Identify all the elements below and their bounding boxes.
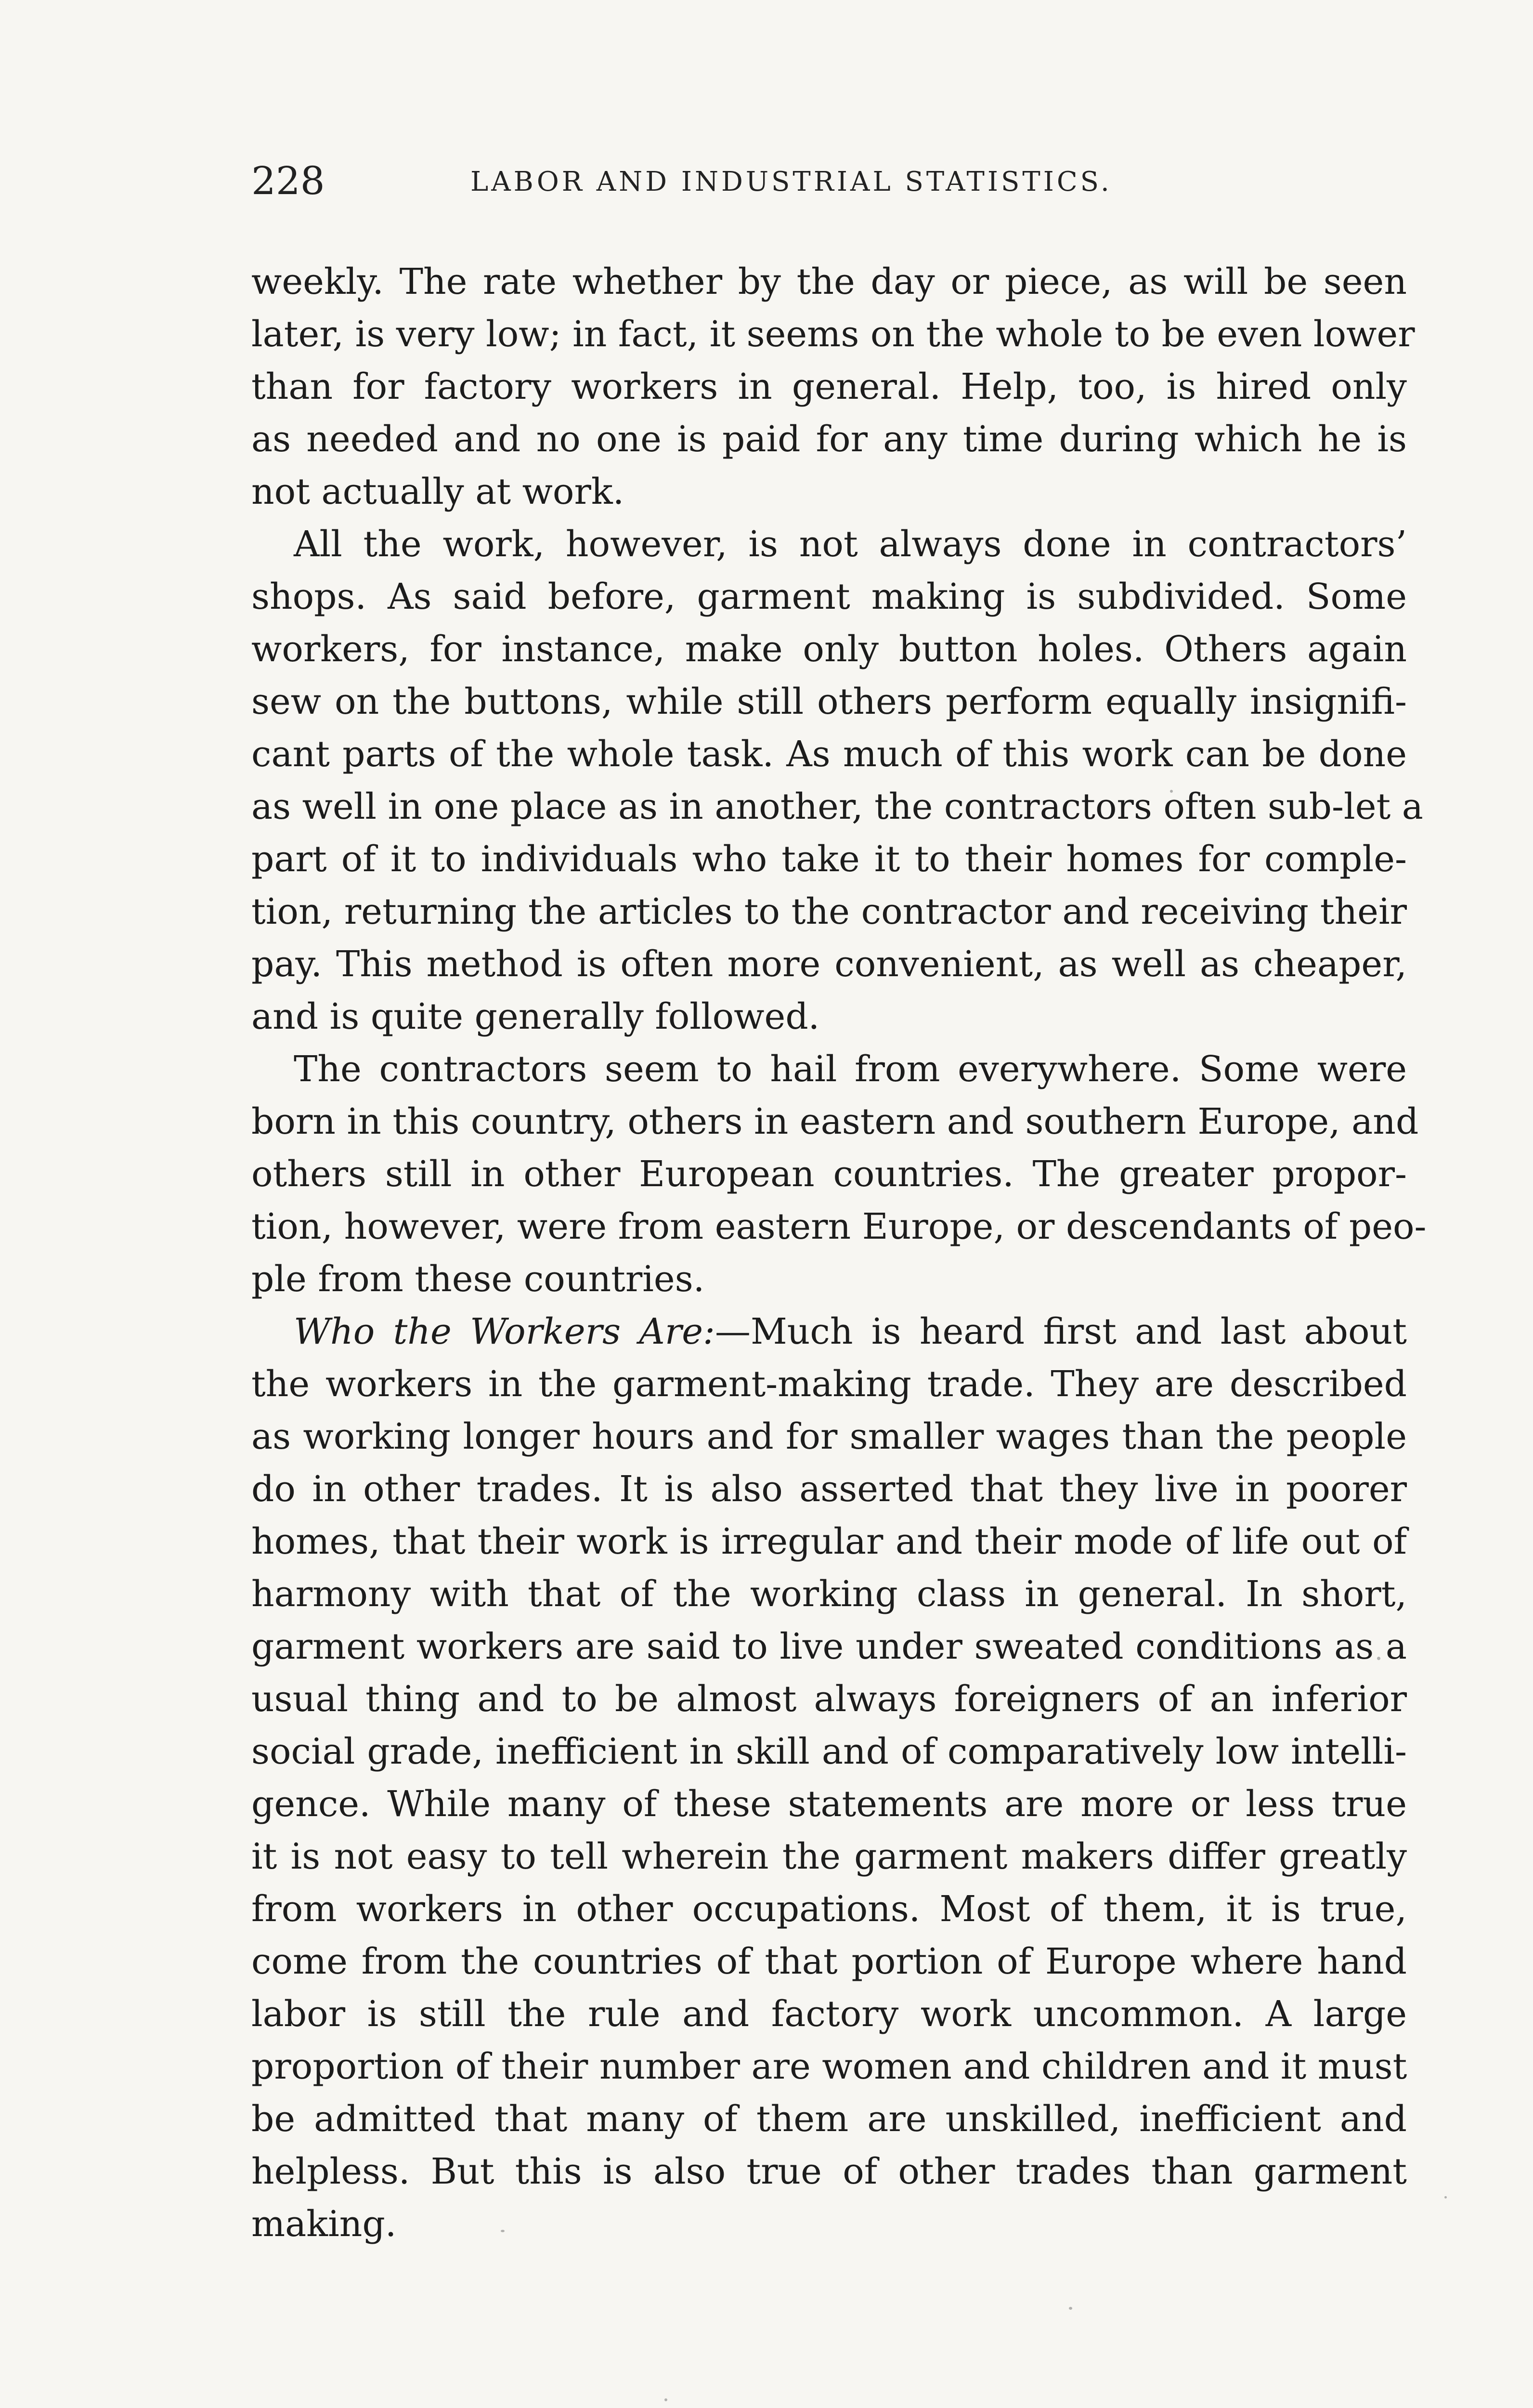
text-line: tion, returning the articles to the contractor and receiving their [251,891,1407,932]
text-line: homes, that their work is irregular and their mode of life out of [251,1521,1407,1562]
text-line: shops. As said before, garment making is subdivided. Some [251,576,1407,617]
text-line: weekly. The rate whether by the day or piece, as will be seen [251,261,1407,302]
text-line: usual thing and to be almost always foreigners of an inferior [251,1678,1407,1720]
text-line: come from the countries of that portion of Europe where hand [251,1941,1407,1982]
text-line: labor is still the rule and factory work uncommon. A large [251,1993,1407,2035]
text-line [294,1305,1407,1358]
text-line: cant parts of the whole task. As much of this work can be done [251,733,1407,775]
text-line: others still in other European countries. The greater propor- [251,1153,1407,1195]
page-header [251,153,1407,211]
text-line: ple from these countries. [251,1258,705,1300]
page-number: 228 [251,158,325,203]
running-title: LABOR AND INDUSTRIAL STATISTICS. [470,166,1112,197]
text-line: harmony with that of the working class in general. In short, [251,1573,1407,1615]
text-line: the workers in the garment-making trade. They are described [251,1363,1407,1405]
text-line: gence. While many of these statements are more or less true [251,1783,1407,1825]
text-line: later, is very low; in fact, it seems on the whole to be even lower [251,314,1415,355]
text-line: All the work, however, is not always done in contractors’ [294,523,1407,565]
text-line: as well in one place as in another, the contractors often sub-let a [251,786,1423,827]
text-line: do in other trades. It is also asserted that they live in poorer [251,1468,1407,1510]
text-line: part of it to individuals who take it to their homes for comple- [251,838,1407,880]
text-line: sew on the buttons, while still others perform equally insignifi- [251,681,1407,722]
text-line: social grade, inefficient in skill and of comparatively low intelli- [251,1731,1407,1772]
text-line: it is not easy to tell wherein the garment makers differ greatly [251,1836,1407,1877]
text-line: as needed and no one is paid for any time during which he is [251,419,1407,460]
text-line: and is quite generally followed. [251,996,820,1037]
text-line: as working longer hours and for smaller wages than the people [251,1416,1407,1457]
text-line: The contractors seem to hail from everywhere. Some were [294,1048,1407,1090]
text-line: born in this country, others in eastern and southern Europe, and [251,1101,1419,1142]
scan-speck [1444,2196,1447,2199]
text-line: helpless. But this is also true of other trades than garment [251,2151,1407,2192]
text-line: making. [251,2203,397,2245]
text-line: not actually at work. [251,471,624,512]
text-line: pay. This method is often more convenient, as well as cheaper, [251,943,1407,985]
text-line: workers, for instance, make only button holes. Others again [251,628,1407,670]
section-heading: Who the Workers Are: [294,1311,715,1352]
text-line: tion, however, were from eastern Europe, or descendants of peo- [251,1206,1427,1247]
text-line: than for factory workers in general. Help, too, is hired only [251,366,1407,407]
text-line-remainder: —Much is heard first and last about [715,1311,1407,1352]
scan-speck [1069,2307,1072,2310]
scan-speck [664,2398,667,2401]
text-line: from workers in other occupations. Most of them, it is true, [251,1888,1407,1930]
text-line: proportion of their number are women and children and it must [251,2046,1407,2087]
text-line: be admitted that many of them are unskilled, inefficient and [251,2098,1407,2140]
text-line: garment workers are said to live under sweated conditions as a [251,1626,1407,1667]
